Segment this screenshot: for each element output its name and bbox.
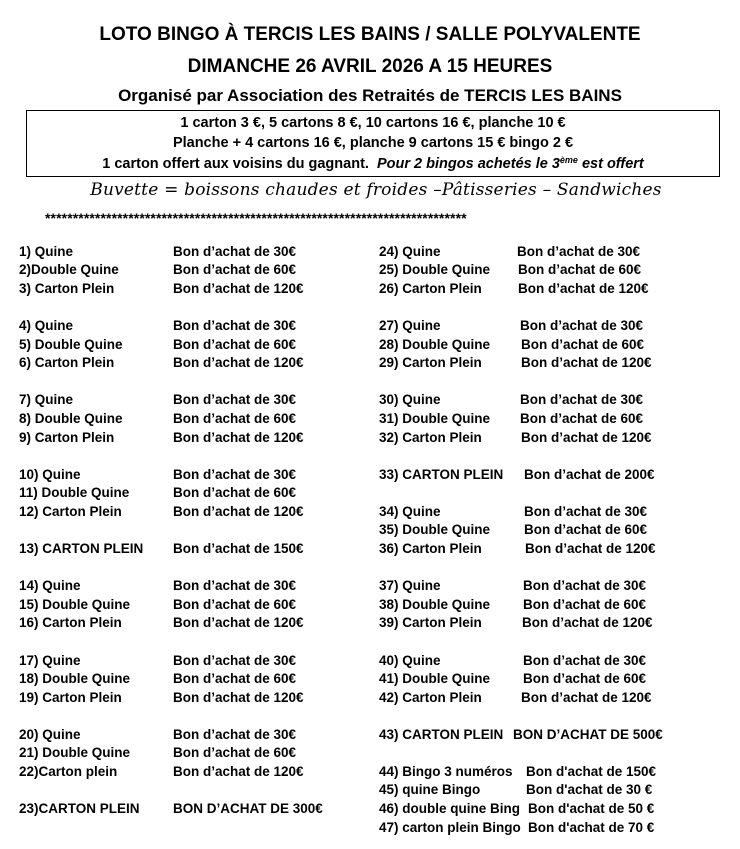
prize-label: Bon d’achat de 30€ — [173, 653, 297, 668]
prize-label: Bon d’achat de 30€ — [517, 244, 641, 259]
game-label: 7) Quine — [19, 392, 74, 407]
prize-label: Bon d’achat de 120€ — [173, 615, 304, 630]
game-label: 18) Double Quine — [19, 671, 131, 686]
prize-label: Bon d’achat de 120€ — [525, 541, 656, 556]
refreshments-line: Buvette = boissons chaudes et froides –Pâtisseries – Sandwiches — [90, 180, 662, 200]
game-label: 21) Double Quine — [19, 745, 131, 760]
game-label: 4) Quine — [19, 318, 74, 333]
game-label: 12) Carton Plein — [19, 504, 122, 519]
prize-label: BON D’ACHAT DE 300€ — [173, 801, 323, 816]
game-label: 1) Quine — [19, 244, 74, 259]
game-label: 39) Carton Plein — [379, 615, 482, 630]
prize-label: Bon d’achat de 60€ — [521, 337, 645, 352]
game-label: 11) Double Quine — [19, 485, 130, 500]
prize-label: Bon d’achat de 60€ — [173, 671, 297, 686]
prize-label: Bon d’achat de 30€ — [523, 578, 647, 593]
game-label: 20) Quine — [19, 727, 81, 742]
game-label: 9) Carton Plein — [19, 430, 115, 445]
price-box — [26, 110, 720, 177]
prize-label: Bon d’achat de 30€ — [173, 467, 297, 482]
game-label: 14) Quine — [19, 578, 81, 593]
game-label: 17) Quine — [19, 653, 81, 668]
game-label: 2)Double Quine — [19, 262, 119, 277]
prize-label: Bon d’achat de 60€ — [524, 522, 648, 537]
price-line-3 — [27, 155, 719, 172]
event-date: DIMANCHE 26 AVRIL 2026 A 15 HEURES — [187, 56, 553, 77]
prize-label: Bon d'achat de 50 € — [528, 801, 655, 816]
game-label: 37) Quine — [379, 578, 441, 593]
prize-label: Bon d’achat de 120€ — [521, 430, 652, 445]
prize-label: Bon d’achat de 120€ — [173, 281, 304, 296]
prize-label: BON D’ACHAT DE 500€ — [513, 727, 663, 742]
game-label: 3) Carton Plein — [19, 281, 115, 296]
organizer-line: Organisé par Association des Retraités de TERCIS LES BAINS — [118, 86, 622, 105]
game-label: 38) Double Quine — [379, 597, 491, 612]
prize-label: Bon d’achat de 60€ — [173, 337, 297, 352]
game-label: 5) Double Quine — [19, 337, 123, 352]
prize-label: Bon d'achat de 30 € — [526, 782, 653, 797]
prize-label: Bon d'achat de 150€ — [526, 764, 657, 779]
prize-label: Bon d’achat de 60€ — [173, 485, 297, 500]
game-label: 13) CARTON PLEIN — [19, 541, 144, 556]
free-card-text: 1 carton offert aux voisins du gagnant. — [102, 156, 369, 172]
prize-label: Bon d’achat de 30€ — [173, 392, 297, 407]
game-label: 45) quine Bingo — [379, 782, 481, 797]
game-label: 44) Bingo 3 numéros — [379, 764, 513, 779]
prize-label: Bon d’achat de 60€ — [173, 411, 297, 426]
prize-label: Bon d’achat de 30€ — [173, 727, 297, 742]
prize-label: Bon d’achat de 30€ — [523, 653, 647, 668]
prize-label: Bon d’achat de 200€ — [524, 467, 655, 482]
offer-superscript: ème — [559, 155, 578, 165]
game-label: 24) Quine — [379, 244, 441, 259]
game-label: 19) Carton Plein — [19, 690, 122, 705]
prize-label: Bon d’achat de 60€ — [518, 262, 642, 277]
game-label: 8) Double Quine — [19, 411, 123, 426]
prize-label: Bon d’achat de 30€ — [520, 318, 644, 333]
game-label: 30) Quine — [379, 392, 441, 407]
prize-label: Bon d’achat de 60€ — [520, 411, 644, 426]
prize-label: Bon d’achat de 120€ — [521, 355, 652, 370]
game-label: 31) Double Quine — [379, 411, 491, 426]
game-label: 40) Quine — [379, 653, 441, 668]
prize-label: Bon d'achat de 70 € — [528, 820, 655, 835]
prize-label: Bon d’achat de 60€ — [523, 597, 647, 612]
game-label: 43) CARTON PLEIN — [379, 727, 504, 742]
game-label: 41) Double Quine — [379, 671, 491, 686]
game-label: 15) Double Quine — [19, 597, 131, 612]
game-label: 32) Carton Plein — [379, 430, 482, 445]
game-label: 46) double quine Bing — [379, 801, 520, 816]
prize-label: Bon d’achat de 120€ — [173, 504, 304, 519]
prize-label: Bon d’achat de 60€ — [173, 597, 297, 612]
prize-label: Bon d’achat de 30€ — [173, 244, 297, 259]
prize-label: Bon d’achat de 120€ — [173, 430, 304, 445]
game-label: 47) carton plein Bingo — [379, 820, 521, 835]
game-label: 25) Double Quine — [379, 262, 491, 277]
price-line-1: 1 carton 3 €, 5 cartons 8 €, 10 cartons 16 €, planche 10 € — [180, 115, 566, 131]
game-label: 33) CARTON PLEIN — [379, 467, 504, 482]
game-label: 35) Double Quine — [379, 522, 491, 537]
game-label: 29) Carton Plein — [379, 355, 482, 370]
game-label: 28) Double Quine — [379, 337, 491, 352]
game-label: 16) Carton Plein — [19, 615, 122, 630]
prize-label: Bon d’achat de 30€ — [173, 318, 297, 333]
prize-label: Bon d’achat de 120€ — [173, 764, 304, 779]
prize-label: Bon d’achat de 60€ — [523, 671, 647, 686]
prize-label: Bon d’achat de 150€ — [173, 541, 304, 556]
prize-label: Bon d’achat de 120€ — [518, 281, 649, 296]
prize-label: Bon d’achat de 60€ — [173, 262, 297, 277]
game-label: 22)Carton plein — [19, 764, 118, 779]
prize-label: Bon d’achat de 120€ — [521, 690, 652, 705]
game-label: 6) Carton Plein — [19, 355, 115, 370]
prize-label: Bon d’achat de 60€ — [173, 745, 297, 760]
prize-label: Bon d’achat de 120€ — [522, 615, 653, 630]
prize-label: Bon d’achat de 120€ — [173, 690, 304, 705]
prize-label: Bon d’achat de 120€ — [173, 355, 304, 370]
separator-line: **************************************************************************** — [45, 210, 467, 226]
game-label: 27) Quine — [379, 318, 441, 333]
game-label: 42) Carton Plein — [379, 690, 482, 705]
game-label: 26) Carton Plein — [379, 281, 482, 296]
prize-label: Bon d’achat de 30€ — [520, 392, 644, 407]
event-title: LOTO BINGO À TERCIS LES BAINS / SALLE POLYVALENTE — [99, 24, 641, 45]
offer-text: Pour 2 bingos achetés le 3 — [377, 156, 560, 172]
prize-label: Bon d’achat de 30€ — [524, 504, 648, 519]
offer-text-end: est offert — [577, 156, 644, 172]
game-label: 34) Quine — [379, 504, 441, 519]
price-line-2: Planche + 4 cartons 16 €, planche 9 cartons 15 € bingo 2 € — [172, 134, 574, 151]
game-label: 36) Carton Plein — [379, 541, 482, 556]
prize-label: Bon d’achat de 30€ — [173, 578, 297, 593]
game-label: 23)CARTON PLEIN — [19, 801, 140, 816]
game-label: 10) Quine — [19, 467, 81, 482]
